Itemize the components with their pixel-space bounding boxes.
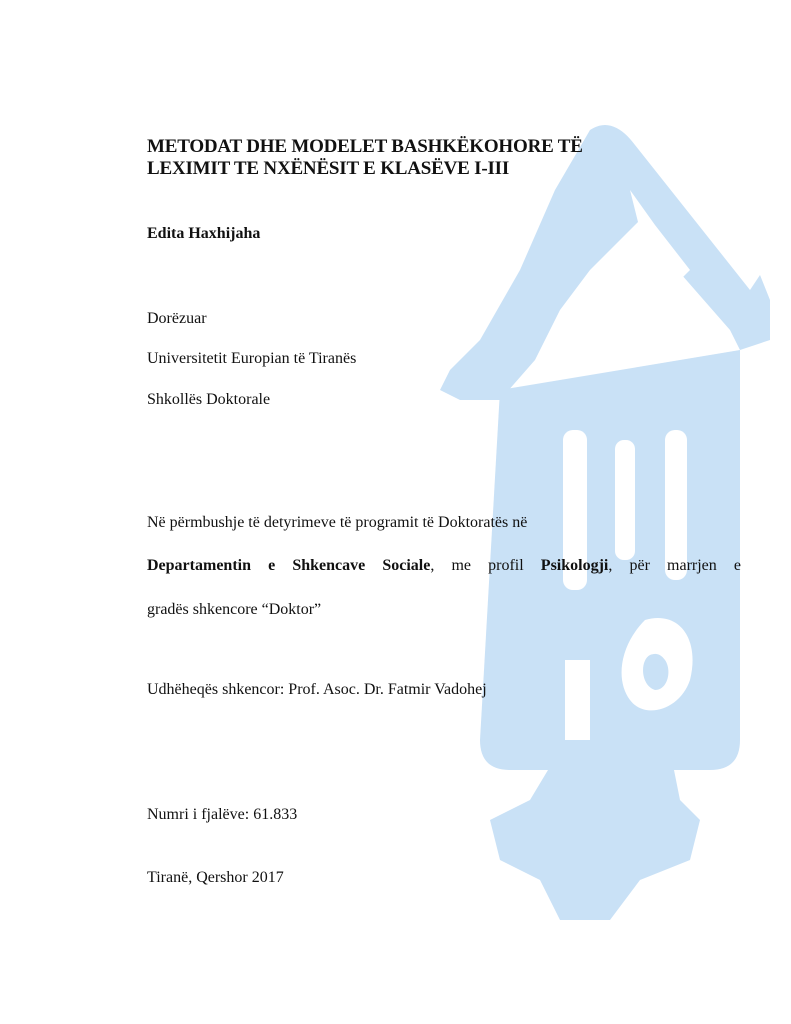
supervisor-line: Udhëheqës shkencor: Prof. Asoc. Dr. Fatmir Vadohej xyxy=(147,681,487,698)
place-and-date: Tiranë, Qershor 2017 xyxy=(147,869,284,886)
author-name: Edita Haxhijaha xyxy=(147,225,261,242)
word-count: Numri i fjalëve: 61.833 xyxy=(147,806,298,823)
profile-name: Psikologji xyxy=(540,557,609,574)
degree-statement: gradës shkencore “Doktor” xyxy=(147,601,322,618)
thesis-title-line-1: METODAT DHE MODELET BASHKËKOHORE TË xyxy=(147,136,583,157)
fulfillment-statement: Në përmbushje të detyrimeve të programit të Doktoratës në xyxy=(147,514,528,531)
submitted-label: Dorëzuar xyxy=(147,310,207,327)
doctoral-school: Shkollës Doktorale xyxy=(147,391,271,408)
profile-suffix: , për marrjen e xyxy=(608,557,742,574)
university-name: Universitetit Europian të Tiranës xyxy=(147,350,357,367)
department-profile-line xyxy=(147,557,741,575)
thesis-title-line-2: LEXIMIT TE NXËNËSIT E KLASËVE I-III xyxy=(147,158,510,179)
profile-prefix: , me profil xyxy=(430,557,541,574)
thesis-title xyxy=(147,136,667,180)
department-name: Departamentin e Shkencave Sociale xyxy=(147,557,431,574)
university-logo-watermark xyxy=(440,100,770,920)
